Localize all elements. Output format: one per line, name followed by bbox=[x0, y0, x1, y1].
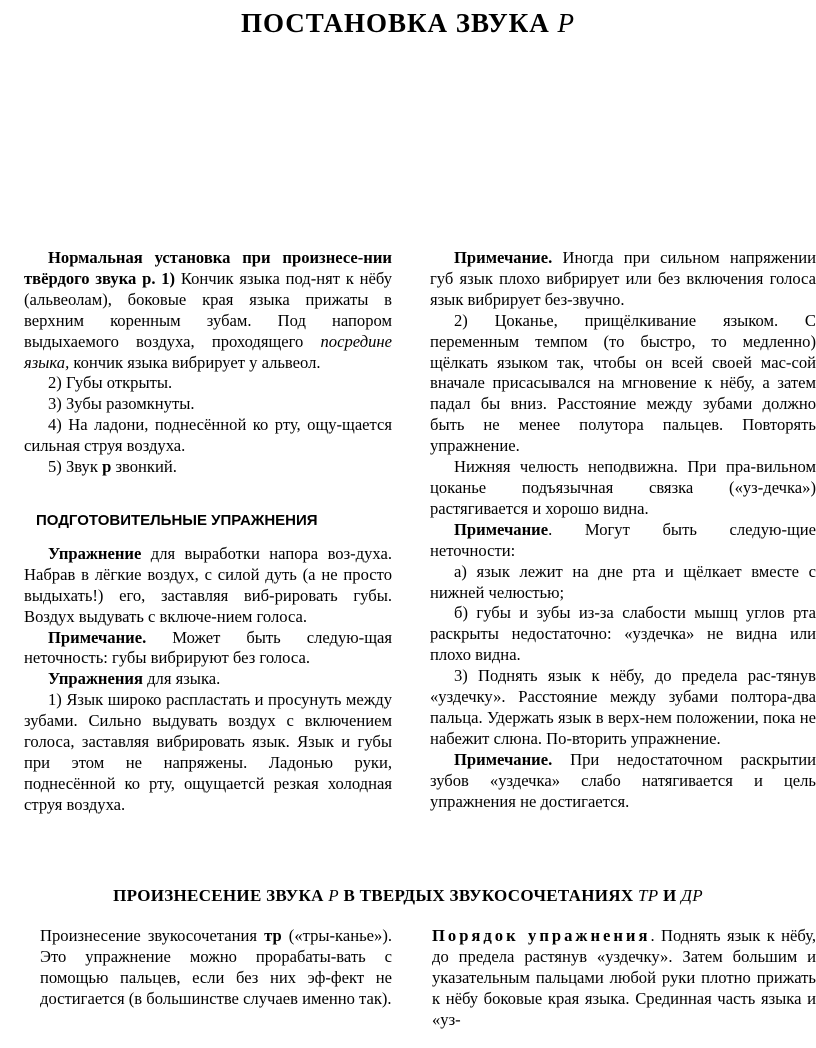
intro-italic: посредине языка, bbox=[24, 331, 392, 372]
list-item: 2) Губы открыты. bbox=[48, 373, 173, 393]
page-title bbox=[0, 8, 816, 39]
order-heading: Порядок упражнения bbox=[432, 926, 651, 945]
note-bold: Примечание bbox=[454, 519, 549, 539]
paragraph bbox=[432, 926, 816, 1031]
left-bold: тр bbox=[264, 926, 282, 945]
left-column bbox=[24, 248, 392, 816]
left-pre: Произнесение звукосочетания bbox=[40, 926, 265, 945]
item5-post: звонкий. bbox=[111, 457, 177, 477]
note-bold: Примечание. bbox=[454, 248, 553, 267]
section-title bbox=[0, 886, 816, 906]
intro-text: Кончик языка под-нят к нёбу (альвеолам), боковые края языка прижаты в верхним коренным зубам. Под напором выдыхаемого воздуха, проходящего bbox=[24, 268, 392, 351]
note-text: Иногда при сильном напряжении губ язык плохо вибрирует или без включения голоса язык вибрирует без-звучно. bbox=[430, 248, 816, 309]
left-text: («тры-канье»). Это упражнение можно прорабаты-вать с помощью пальцев, если без них эф-фект не достигается (в большинстве случаев именно так). bbox=[40, 926, 392, 1008]
bottom-right-column bbox=[432, 926, 816, 1031]
intro-bold: Нормальная установка при произнесе-нии твёрдого звука р. 1) bbox=[24, 248, 392, 288]
note-text: При недостаточном раскрытии зубов «уздечка» слабо натягивается и цель упражнения не достигается. bbox=[430, 749, 816, 811]
exercise-bold: Упражнение bbox=[48, 543, 142, 563]
title-main: ПОСТАНОВКА ЗВУКА bbox=[240, 8, 550, 38]
note-paragraph bbox=[430, 248, 816, 311]
intro-paragraph bbox=[24, 248, 392, 373]
exercise-paragraph bbox=[24, 544, 392, 628]
right-text: . Поднять язык к нёбу, до предела растянув «уздечку». Затем большим и указательным пальцами любой руки плотно прижать к нёбу боковые края языка. Срединная часть языка и «уз- bbox=[432, 926, 816, 1029]
paragraph bbox=[40, 926, 392, 1010]
paragraph: Нижняя челюсть неподвижна. При пра-вильном цоканье подъязычная связка («уз-дечка») растягивается и хорошо видна. bbox=[430, 457, 816, 518]
item5-pre: 5) Звук bbox=[48, 457, 103, 477]
list-item: б) губы и зубы из-за слабости мышц углов рта раскрыты недостаточно: «уздечка» не видна или плохо видна. bbox=[430, 603, 816, 665]
head-mid: В ТВЕРДЫХ ЗВУКОСОЧЕТАНИЯХ bbox=[338, 886, 638, 905]
exercise-text: для выработки напора воз-духа. Набрав в лёгкие воздух, с силой дуть (а не просто выдыхать!) его, заставляя виб-рировать губы. Воздух выдувать с включе-нием голоса. bbox=[24, 543, 392, 626]
right-column bbox=[430, 248, 816, 812]
list-item: 2) Цоканье, прищёлкивание языком. С переменным темпом (то быстро, то медленно) щёлкать языком так, чтобы он всей своей мас-сой вначале присасывался на мгновение к нёбу, а затем падал бы вниз. Расстояние между зубами должно быть не менее полутора пальцев. Повторять упражнение. bbox=[430, 310, 816, 456]
note-paragraph bbox=[430, 520, 816, 562]
note-paragraph bbox=[24, 628, 392, 670]
title-letter: Р bbox=[557, 8, 576, 38]
list-item: 1) Язык широко распластать и просунуть между зубами. Сильно выдувать воздух с включением голоса, заставляя вибрировать язык. Язык и губы при этом не напряжены. Ладонью руки, поднесённой ко рту, ощущаетсй резкая холодная струя воздуха. bbox=[24, 690, 392, 814]
head-pre: ПРОИЗНЕСЕНИЕ ЗВУКА bbox=[113, 886, 329, 905]
note-text: Может быть следую-щая неточность: губы вибрируют без голоса. bbox=[24, 627, 392, 668]
exercise-text: для языка. bbox=[142, 669, 221, 689]
note-text: . Могут быть следую-щие неточности: bbox=[430, 519, 816, 560]
intro-tail: кончик языка вибрирует у альвеол. bbox=[69, 352, 321, 372]
list-item: 3) Поднять язык к нёбу, до предела рас-тянув «уздечку». Расстояние между зубами полтора-два пальца. Удержать язык в верх-нем положении, пока не набежит слюна. По-вторить упражнение. bbox=[430, 666, 816, 748]
note-bold: Примечание. bbox=[48, 627, 147, 647]
note-bold: Примечание. bbox=[454, 749, 553, 769]
item5-bold: р bbox=[102, 457, 112, 477]
exercise-paragraph bbox=[24, 669, 392, 690]
bottom-left-column bbox=[40, 926, 392, 1010]
head-dr: ДР bbox=[681, 886, 703, 905]
head-and: И bbox=[658, 886, 682, 905]
list-item: 3) Зубы разомкнуты. bbox=[48, 394, 195, 414]
exercise-bold: Упражнения bbox=[48, 669, 143, 689]
list-item: а) язык лежит на дне рта и щёлкает вместе с нижней челюстью; bbox=[430, 561, 816, 602]
list-item: 4) На ладони, поднесённой ко рту, ощу-щается сильная струя воздуха. bbox=[24, 415, 392, 456]
head-r: Р bbox=[328, 886, 339, 905]
section-heading: ПОДГОТОВИТЕЛЬНЫЕ УПРАЖНЕНИЯ bbox=[36, 511, 318, 529]
note-paragraph bbox=[430, 750, 816, 813]
list-item bbox=[24, 457, 392, 478]
head-tr: ТР bbox=[638, 886, 659, 905]
